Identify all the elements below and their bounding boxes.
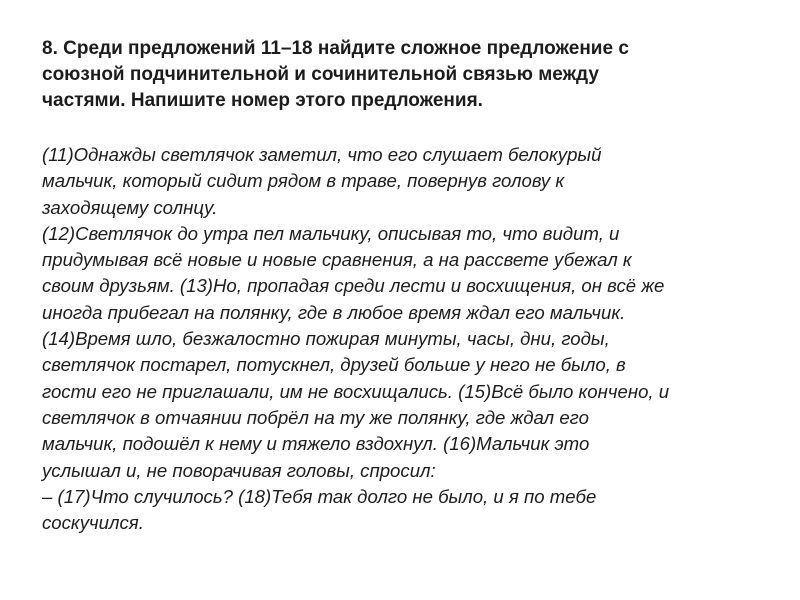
passage-line: гости его не приглашали, им не восхищались. (15)Всё было кончено, и <box>42 380 670 402</box>
passage-line: соскучился. <box>42 512 144 534</box>
passage-line: придумывая всё новые и новые сравнения, а на рассвете убежал к <box>42 249 632 271</box>
passage-line: иногда прибегал на полянку, где в любое время ждал его мальчик. <box>42 301 626 323</box>
passage-line: – (17)Что случилось? (18)Тебя так долго не было, и я по тебе <box>42 485 597 507</box>
passage-line: своим друзьям. (13)Но, пропадая среди лести и восхищения, он всё же <box>42 275 665 297</box>
task-line: союзной подчинительной и сочинительной связью между <box>42 64 599 85</box>
task-question <box>42 36 782 114</box>
passage-line: светлячок в отчаянии побрёл на ту же полянку, где ждал его <box>42 406 589 428</box>
passage-line: мальчик, подошёл к нему и тяжело вздохнул. (16)Мальчик это <box>42 433 590 455</box>
passage-line: заходящему солнцу. <box>42 196 218 218</box>
slide <box>42 36 782 536</box>
task-line: 8. Среди предложений 11–18 найдите сложное предложение с <box>42 38 629 59</box>
passage-line: услышал и, не поворачивая головы, спросил: <box>42 459 436 481</box>
passage-line: (12)Светлячок до утра пел мальчику, описывая то, что видит, и <box>42 222 620 244</box>
passage-line: (14)Время шло, безжалостно пожирая минуты, часы, дни, годы, <box>42 328 610 350</box>
task-line: частями. Напишите номер этого предложения. <box>42 90 483 111</box>
passage-line: светлячок постарел, потускнел, друзей больше у него не было, в <box>42 354 626 376</box>
passage-line: (11)Однажды светлячок заметил, что его слушает белокурый <box>42 144 602 165</box>
passage-line: мальчик, который сидит рядом в траве, повернув голову к <box>42 170 565 192</box>
text-passage <box>42 142 782 536</box>
